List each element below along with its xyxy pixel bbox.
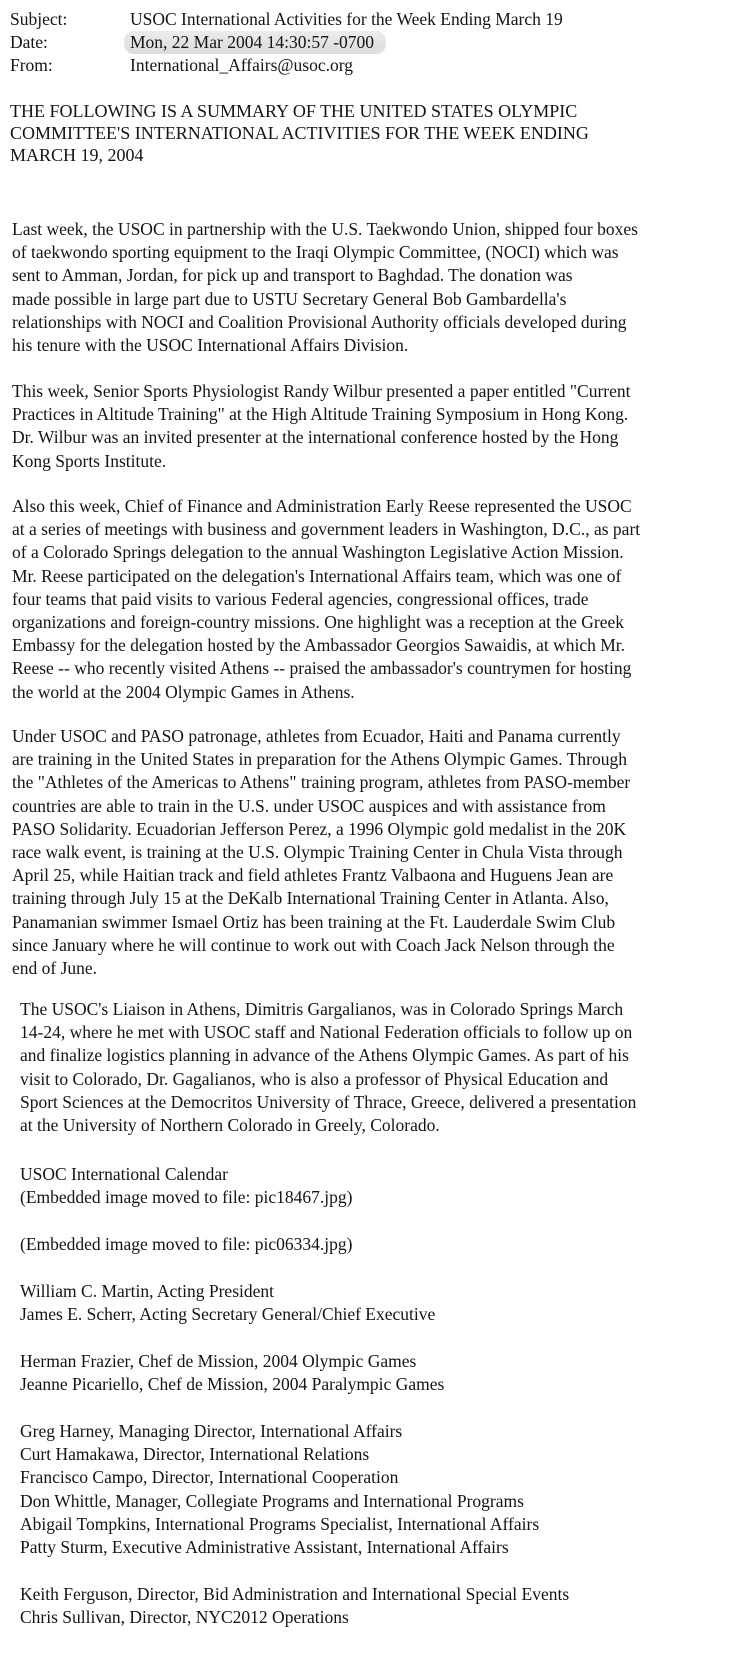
text-line: sent to Amman, Jordan, for pick up and transport to Baghdad. The donation was — [12, 265, 573, 286]
text-line: organizations and foreign-country missions. One highlight was a reception at the Greek — [12, 612, 625, 633]
text-line: training through July 15 at the DeKalb International Training Center in Atlanta. Also, — [12, 888, 609, 909]
text-line: 14-24, where he met with USOC staff and National Federation officials to follow up on — [20, 1022, 633, 1043]
from-row — [10, 54, 563, 77]
text-line: of taekwondo sporting equipment to the Iraqi Olympic Committee, (NOCI) which was — [12, 242, 619, 263]
text-line: April 25, while Haitian track and field athletes Frantz Valbaona and Huguens Jean are — [12, 865, 614, 886]
calendar-title: USOC International Calendar — [20, 1164, 229, 1184]
embedded-image-note: (Embedded image moved to file: pic18467.jpg) — [20, 1187, 353, 1208]
text-line: are training in the United States in preparation for the Athens Olympic Games. Through — [12, 749, 627, 770]
signature-line: William C. Martin, Acting President — [20, 1281, 274, 1301]
signature-line: Don Whittle, Manager, Collegiate Programs and International Programs — [20, 1490, 524, 1511]
signature-group-leadership — [20, 1280, 740, 1326]
text-line: Also this week, Chief of Finance and Administration Early Reese represented the USOC — [12, 496, 632, 516]
text-line: Practices in Altitude Training" at the High Altitude Training Symposium in Hong Kong. — [12, 404, 629, 425]
text-line: Last week, the USOC in partnership with the U.S. Taekwondo Union, shipped four boxes — [12, 219, 638, 239]
paragraph-washington — [12, 495, 740, 704]
text-line: countries are able to train in the U.S. under USOC auspices and with assistance from — [12, 795, 606, 816]
text-line: PASO Solidarity. Ecuadorian Jefferson Perez, a 1996 Olympic gold medalist in the 20K — [12, 818, 627, 839]
text-line: made possible in large part due to USTU Secretary General Bob Gambardella's — [12, 288, 567, 309]
date-value: Mon, 22 Mar 2004 14:30:57 -0700 — [124, 31, 386, 54]
text-line: visit to Colorado, Dr. Gagalianos, who is also a professor of Physical Education and — [20, 1068, 609, 1089]
date-label: Date: — [10, 32, 48, 52]
signature-line: Jeanne Picariello, Chef de Mission, 2004 Paralympic Games — [20, 1374, 445, 1395]
from-value: International_Affairs@usoc.org — [130, 55, 353, 75]
subject-value: USOC International Activities for the Week Ending March 19 — [130, 9, 563, 29]
summary-heading — [10, 100, 730, 166]
text-line: relationships with NOCI and Coalition Provisional Authority officials developed during — [12, 311, 627, 332]
signature-group-chefs — [20, 1350, 740, 1396]
signature-group-international — [20, 1420, 740, 1559]
text-line: Embassy for the delegation hosted by the Ambassador Georgios Sawaidis, at which Mr. — [12, 635, 626, 656]
text-line: at a series of meetings with business and government leaders in Washington, D.C., as part — [12, 519, 641, 540]
text-line: race walk event, is training at the U.S. Olympic Training Center in Chula Vista through — [12, 842, 623, 863]
signature-line: Francisco Campo, Director, International Cooperation — [20, 1467, 399, 1488]
text-line: his tenure with the USOC International Affairs Division. — [12, 335, 409, 356]
summary-line: THE FOLLOWING IS A SUMMARY OF THE UNITED STATES OLYMPIC — [10, 101, 578, 121]
text-line: Panamanian swimmer Ismael Ortiz has been training at the Ft. Lauderdale Swim Club — [12, 911, 616, 932]
paragraph-altitude — [12, 380, 740, 473]
text-line: the world at the 2004 Olympic Games in Athens. — [12, 681, 355, 702]
text-line: Reese -- who recently visited Athens -- praised the ambassador's countrymen for hosting — [12, 658, 632, 679]
signature-line: Abigail Tompkins, International Programs Specialist, International Affairs — [20, 1513, 540, 1534]
summary-line: MARCH 19, 2004 — [10, 145, 144, 165]
text-line: Kong Sports Institute. — [12, 450, 167, 471]
subject-label: Subject: — [10, 9, 68, 29]
text-line: of a Colorado Springs delegation to the annual Washington Legislative Action Mission. — [12, 542, 624, 563]
signature-line: Chris Sullivan, Director, NYC2012 Operations — [20, 1607, 349, 1628]
text-line: Sport Sciences at the Democritos University of Thrace, Greece, delivered a presentation — [20, 1091, 637, 1112]
subject-row — [10, 8, 563, 31]
text-line: four teams that paid visits to various Federal agencies, congressional offices, trade — [12, 588, 589, 609]
summary-line: COMMITTEE'S INTERNATIONAL ACTIVITIES FOR THE WEEK ENDING — [10, 123, 589, 143]
date-row — [10, 31, 563, 54]
text-line: The USOC's Liaison in Athens, Dimitris Gargalianos, was in Colorado Springs March — [20, 999, 624, 1019]
text-line: the "Athletes of the Americas to Athens" training program, athletes from PASO-member — [12, 772, 631, 793]
email-header — [10, 8, 563, 77]
embedded-image-note: (Embedded image moved to file: pic06334.jpg) — [20, 1234, 353, 1254]
text-line: and finalize logistics planning in advance of the Athens Olympic Games. As part of his — [20, 1045, 629, 1066]
signature-group-bids — [20, 1583, 740, 1629]
text-line: Mr. Reese participated on the delegation's International Affairs team, which was one of — [12, 565, 622, 586]
text-line: at the University of Northern Colorado in Greely, Colorado. — [20, 1115, 440, 1136]
signature-line: Greg Harney, Managing Director, International Affairs — [20, 1421, 403, 1441]
text-line: since January where he will continue to work out with Coach Jack Nelson through the — [12, 934, 615, 955]
calendar-block — [20, 1163, 740, 1209]
signature-line: Herman Frazier, Chef de Mission, 2004 Olympic Games — [20, 1351, 417, 1371]
from-label: From: — [10, 55, 53, 75]
paragraph-taekwondo — [12, 218, 740, 357]
paragraph-athens-liaison — [20, 998, 740, 1137]
text-line: end of June. — [12, 958, 98, 979]
signature-line: Keith Ferguson, Director, Bid Administration and International Special Events — [20, 1584, 570, 1604]
signature-line: James E. Scherr, Acting Secretary General/Chief Executive — [20, 1304, 436, 1325]
text-line: Under USOC and PASO patronage, athletes from Ecuador, Haiti and Panama currently — [12, 726, 621, 746]
text-line: This week, Senior Sports Physiologist Randy Wilbur presented a paper entitled "Current — [12, 381, 631, 401]
text-line: Dr. Wilbur was an invited presenter at the international conference hosted by the Hong — [12, 427, 619, 448]
signature-line: Patty Sturm, Executive Administrative Assistant, International Affairs — [20, 1537, 509, 1558]
signature-line: Curt Hamakawa, Director, International Relations — [20, 1444, 370, 1465]
embedded-image-note-2 — [20, 1233, 740, 1256]
paragraph-paso — [12, 725, 740, 980]
